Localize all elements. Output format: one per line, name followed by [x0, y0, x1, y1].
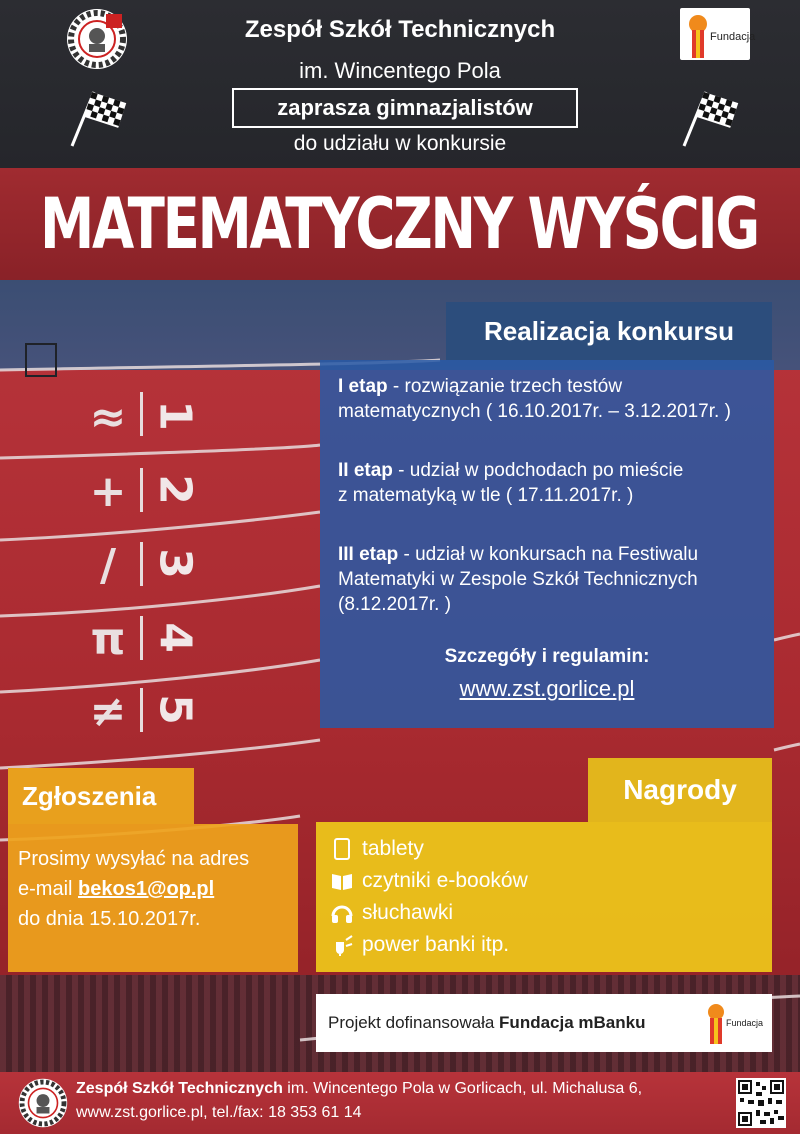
lane-number-5: 5	[149, 694, 201, 725]
applications-deadline: do dnia 15.10.2017r.	[18, 908, 201, 930]
footer	[0, 1072, 800, 1134]
stage-2-label: II etap	[338, 460, 393, 481]
realization-panel	[320, 360, 774, 728]
sponsor-text	[328, 994, 645, 1052]
prize-item	[330, 834, 424, 864]
prizes-heading: Nagrody	[588, 758, 772, 822]
prize-item	[330, 930, 509, 960]
sponsor-banner	[316, 994, 772, 1052]
lane-separator	[140, 468, 143, 512]
stage-3-label: III etap	[338, 544, 399, 565]
applications-line-2	[18, 876, 214, 902]
lane-separator	[140, 392, 143, 436]
lane-separator	[140, 542, 143, 586]
stage-2	[338, 458, 768, 508]
lane-separator	[140, 688, 143, 732]
stage-3	[338, 542, 768, 617]
email-prefix: e-mail	[18, 878, 79, 900]
tablet-icon	[330, 838, 354, 860]
applications-heading: Zgłoszenia	[8, 768, 194, 824]
details-link[interactable]: www.zst.gorlice.pl	[459, 676, 635, 701]
footer-address-text: im. Wincentego Pola w Gorlicach, ul. Michalusa 6,	[282, 1080, 643, 1097]
invite-heading: zaprasza gimnazjalistów	[232, 88, 578, 128]
applications-panel	[8, 824, 298, 972]
invite-subheading: do udziału w konkursie	[293, 132, 507, 155]
stage-1-text-2: matematycznych ( 16.10.2017r. – 3.12.2017r. )	[338, 401, 731, 422]
stage-2-text-2: z matematyką w tle ( 17.11.2017r. )	[338, 485, 634, 506]
track-symbol-pi: π	[90, 614, 126, 665]
prize-label: tablety	[362, 837, 424, 860]
track-symbol-plus: +	[89, 466, 127, 517]
fundacja-logo-text: Fundacja	[710, 31, 756, 43]
qr-code-icon[interactable]	[736, 1078, 786, 1128]
sponsor-prefix: Projekt dofinansowała	[328, 1013, 500, 1032]
stage-3-text-3: (8.12.2017r. )	[338, 594, 452, 615]
stage-1	[338, 374, 768, 424]
prizes-panel	[316, 822, 772, 972]
lane-number-4: 4	[149, 622, 201, 653]
stage-3-text: - udział w konkursach na Festiwalu	[398, 544, 699, 565]
book-icon	[330, 870, 354, 892]
prize-item	[330, 898, 453, 928]
lane-separator	[140, 616, 143, 660]
lane-number-3: 3	[149, 548, 201, 579]
contest-title: MATEMATYCZNY WYŚCIG	[40, 183, 758, 265]
realization-heading: Realizacja konkursu	[446, 302, 772, 360]
sponsor-logo-text: Fundacja	[726, 1018, 764, 1028]
track-symbol-not-equal: ≠	[89, 686, 127, 737]
stage-1-text: - rozwiązanie trzech testów	[387, 376, 623, 397]
footer-address	[76, 1080, 642, 1098]
footer-school-name: Zespół Szkół Technicznych	[76, 1080, 283, 1097]
power-plug-icon	[330, 934, 354, 956]
school-name: Zespół Szkół Technicznych	[244, 16, 556, 43]
footer-school-logo	[18, 1078, 68, 1128]
sponsor-name: Fundacja mBanku	[499, 1013, 646, 1032]
prize-label: czytniki e-booków	[362, 869, 528, 892]
stage-2-text: - udział w podchodach po mieście	[392, 460, 684, 481]
footer-contact: www.zst.gorlice.pl, tel./fax: 18 353 61 14	[76, 1104, 362, 1121]
track-symbol-slash: /	[99, 540, 117, 591]
prize-item	[330, 866, 528, 896]
headphones-icon	[330, 902, 354, 924]
school-patron: im. Wincentego Pola	[299, 58, 501, 83]
prize-label: słuchawki	[362, 901, 454, 924]
prize-label: power banki itp.	[362, 933, 510, 956]
lane-number-1: 1	[149, 400, 201, 431]
email-link[interactable]: bekos1@op.pl	[78, 878, 215, 900]
mbank-foundation-logo	[700, 1000, 764, 1046]
stage-3-text-2: Matematyki w Zespole Szkół Technicznych	[338, 569, 698, 590]
applications-line-1: Prosimy wysyłać na adres	[18, 848, 250, 870]
track-symbol-approx: ≈	[89, 392, 127, 443]
stage-1-label: I etap	[338, 376, 388, 397]
details-label: Szczegóły i regulamin:	[444, 646, 650, 667]
lane-number-2: 2	[149, 474, 201, 505]
